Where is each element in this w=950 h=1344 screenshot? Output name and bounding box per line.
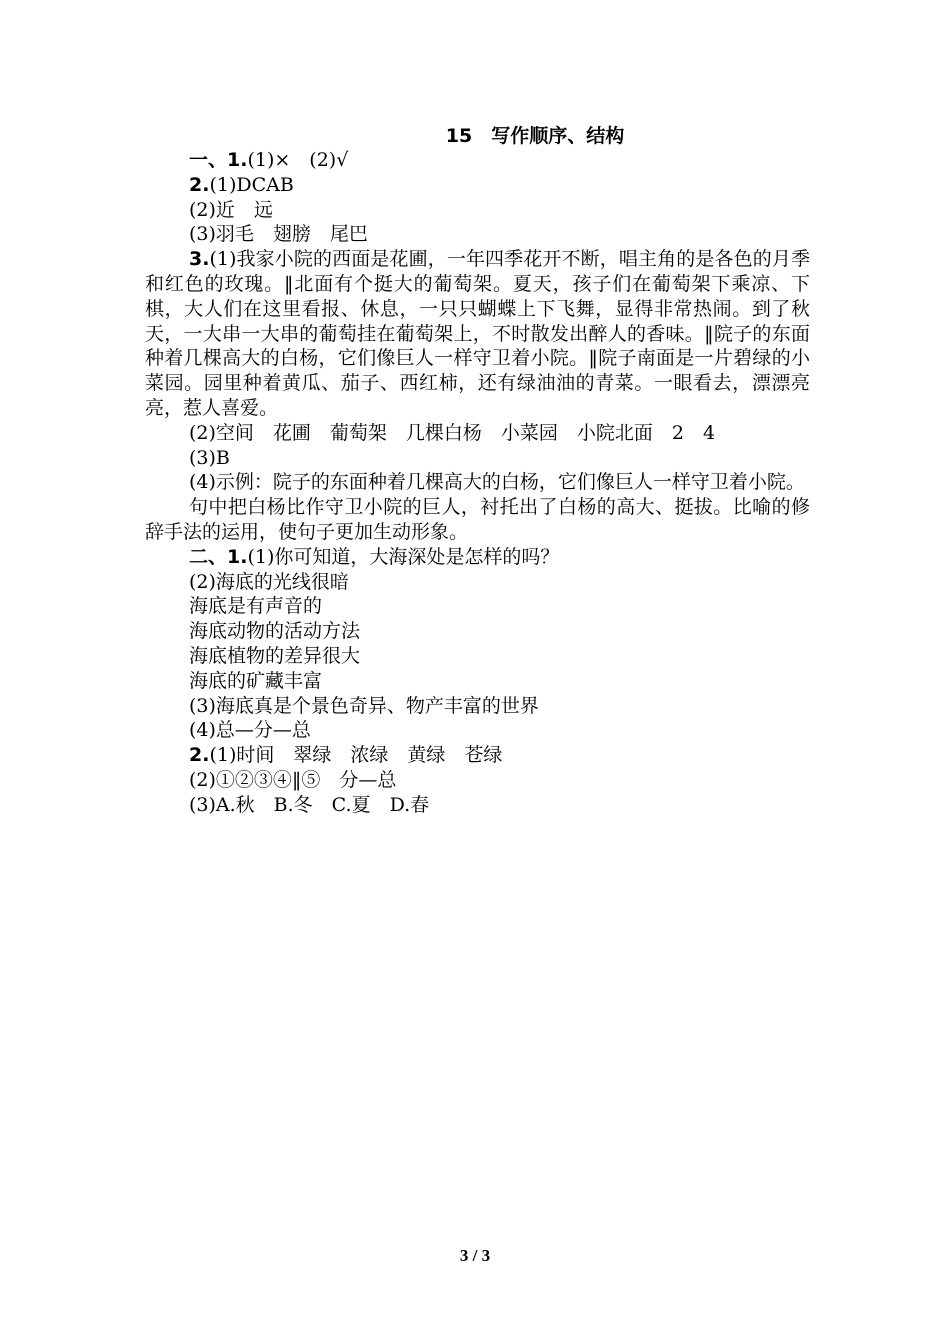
section-one-label: 一、1. — [189, 149, 248, 171]
answer-paragraph — [145, 247, 810, 421]
answer-text: (1)× (2)√ — [247, 149, 349, 171]
answer-line — [145, 148, 810, 173]
answer-line: (4)总—分—总 — [189, 719, 311, 742]
answer-paragraph: 句中把白杨比作守卫小院的巨人，衬托出了白杨的高大、挺拔。比喻的修辞手法的运用，使句子更加生动形象。 — [145, 496, 810, 543]
answer-line — [145, 545, 810, 570]
answer-line: 海底动物的活动方法 — [189, 620, 361, 643]
answer-line: 海底是有声音的 — [189, 595, 323, 618]
question-number: 3. — [189, 248, 210, 271]
answer-line: 海底植物的差异很大 — [189, 644, 361, 667]
answer-line: 海底的矿藏丰富 — [189, 669, 323, 692]
answer-line: (3)海底真是个景色奇异、物产丰富的世界 — [189, 694, 539, 717]
answer-line: (2)空间 花圃 葡萄架 几棵白杨 小菜园 小院北面 2 4 — [189, 421, 716, 444]
answer-line: (2)海底的光线很暗 — [189, 570, 349, 593]
answer-text: (1)时间 翠绿 浓绿 黄绿 苍绿 — [209, 744, 503, 767]
question-number: 2. — [189, 173, 210, 196]
answer-line: (2)①②③④‖⑤ 分—总 — [189, 768, 397, 791]
answer-line — [145, 173, 810, 198]
answer-line — [145, 743, 810, 768]
answer-text: (1)你可知道，大海深处是怎样的吗？ — [247, 545, 560, 568]
page-title: 15 写作顺序、结构 — [445, 125, 625, 147]
answer-line: (3)B — [189, 446, 230, 469]
answer-content — [145, 148, 810, 818]
question-number: 2. — [189, 744, 210, 767]
answer-text: (1)DCAB — [209, 173, 294, 196]
answer-paragraph: (4)示例：院子的东面种着几棵高大的白杨，它们像巨人一样守卫着小院。 — [189, 471, 805, 494]
section-two-label: 二、1. — [189, 545, 248, 568]
answer-line: (3)羽毛 翅膀 尾巴 — [189, 223, 368, 246]
answer-line: (3)A.秋 B.冬 C.夏 D.春 — [189, 793, 430, 816]
answer-line: (2)近 远 — [189, 198, 273, 221]
page-number: 3 / 3 — [459, 1246, 491, 1265]
answer-text: (1)我家小院的西面是花圃，一年四季花开不断，唱主角的是各色的月季和红色的玫瑰。‖北面有个挺大的葡萄架。夏天，孩子们在葡萄架下乘凉、下棋，大人们在这里看报、休息，一只只蝴蝶上下飞舞，显得非常热闹。到了秋天，一大串一大串的葡萄挂在葡萄架上，不时散发出醉人的香味。‖院子的东面种着几棵高大的白杨，它们像巨人一样守卫着小院。‖院子南面是一片碧绿的小菜园。园里种着黄瓜、茄子、西红柿，还有绿油油的青菜。一眼看去，漂漂亮亮，惹人喜爱。 — [145, 248, 810, 419]
